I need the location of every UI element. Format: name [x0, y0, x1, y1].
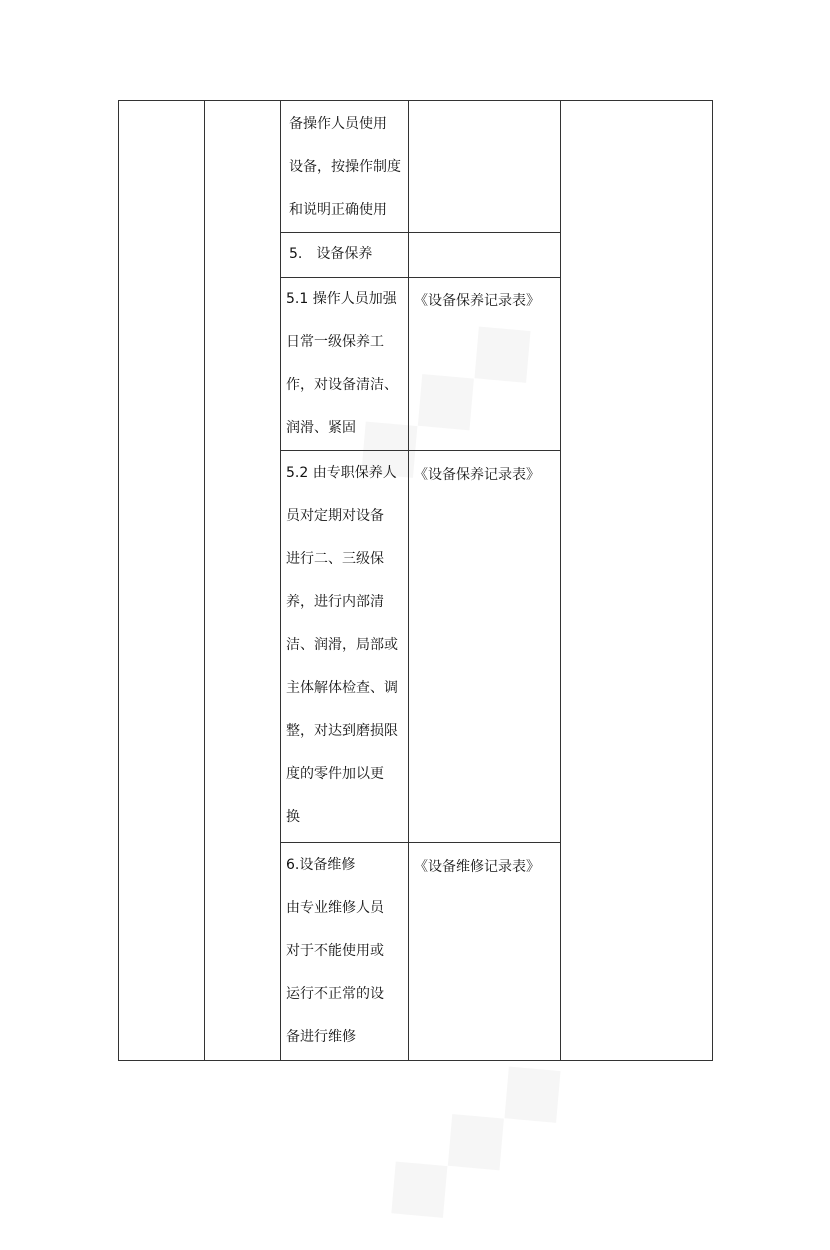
cell-text-line: 整，对达到磨损限	[286, 723, 398, 739]
cell-text-line: 5.2 由专职保养人	[286, 465, 397, 481]
table-border-bottom	[118, 1060, 713, 1061]
column-divider	[408, 100, 409, 1061]
table-border-left	[118, 100, 119, 1061]
cell-text-line: 5.1 操作人员加强	[286, 291, 397, 307]
cell-text-line: 洁、润滑，局部或	[286, 637, 398, 653]
cell-text-line: 运行不正常的设	[286, 986, 384, 1002]
cell-text-line: 由专业维修人员	[286, 900, 384, 916]
table-cell-description	[286, 844, 384, 1059]
cell-text-line: 换	[286, 809, 300, 825]
table-border-top	[118, 100, 713, 101]
watermark	[350, 1022, 592, 1250]
table-cell-description	[289, 233, 372, 276]
record-form-reference: 《设备维修记录表》	[414, 859, 540, 875]
cell-text-line: 进行二、三级保	[286, 551, 384, 567]
cell-text-line: 作，对设备清洁、	[286, 377, 398, 393]
cell-text-line: 主体解体检查、调	[286, 680, 398, 696]
table-cell-description	[286, 278, 398, 450]
row-divider	[280, 842, 560, 843]
cell-text-line: 和说明正确使用	[289, 202, 387, 218]
cell-text-line: 设备，按操作制度	[289, 159, 401, 175]
cell-text-line: 备进行维修	[286, 1029, 356, 1045]
table-border-right	[712, 100, 713, 1061]
record-form-reference: 《设备保养记录表》	[414, 293, 540, 309]
section-heading: 6.设备维修	[286, 857, 356, 873]
cell-text-line: 度的零件加以更	[286, 766, 384, 782]
cell-text-line: 对于不能使用或	[286, 943, 384, 959]
row-divider	[280, 450, 560, 451]
table-cell-description	[289, 103, 401, 232]
column-divider	[204, 100, 205, 1061]
cell-text-line: 润滑、紧固	[286, 420, 356, 436]
section-heading: 5. 设备保养	[289, 246, 373, 262]
table-cell-description	[286, 452, 398, 839]
cell-text-line: 养，进行内部清	[286, 594, 384, 610]
cell-text-line: 日常一级保养工	[286, 334, 384, 350]
cell-text-line: 员对定期对设备	[286, 508, 384, 524]
column-divider	[560, 100, 561, 1061]
cell-text-line: 备操作人员使用	[289, 116, 387, 132]
record-form-reference: 《设备保养记录表》	[414, 467, 540, 483]
column-divider	[280, 100, 281, 1061]
